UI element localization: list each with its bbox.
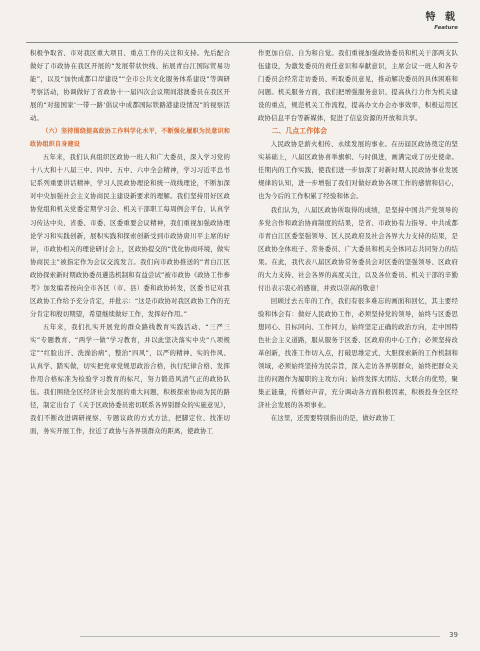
header-rule	[26, 42, 458, 43]
paragraph: 我们认为，八届区政协所取得的成绩，是坚持中国共产党领导的多党合作和政治协商制度的结果，是省、市政协有力指导、中共成都市青白江区委坚强领导、区人民政府及社会各界大力支持的结果，是区政协全体班子、常务委员、广大委员和机关全体同志共同努力的结果。在此，我代表八届区政协常务委员会对区委的坚强领导、区政府的大力支持、社会各界的高度关注，以及各位委员、机关干部的辛勤付出表示衷心的感谢，并致以崇高的敬意！	[258, 205, 458, 292]
paragraph: 五年来，我们认真组织区政协一班人和广大委员，深入学习党的十八大和十八届三中、四中、五中、六中全会精神，学习习近平总书记系列重要讲话精神，学习人民政协理论和统一战线理论，不断加深对中央加强社会主义协商民主建设新要求的理解。我们坚持用好区政协党组和机关党委定期学习会、机关干部职工每周例会平台，认真学习传达中央、省委、市委、区委重要会议精神，我们重视加强政协理论学习和实践创新，展积实践和探索创新受到市政协唐川平主席的好评，市政协相关的理论研讨会上，区政协提交的“优化协商环境，做实协商民主”被指定作为会议交流发言。我们向市政协推送的“青白江区政协探索新时期政协委员遴选机制和有益尝试”被市政协《政协工作参考》加发编者按向全市各区（市、县）委和政协转发，区委书记对我区政协工作给予充分肯定，并批示：“这是市政协对我区政协工作的充分肯定和殷切期望，希望继续做好工作，发挥好作用。”	[30, 153, 230, 318]
paragraph: 作更加自信、自为和自觉。我们重视加强政协委员和机关干部两支队伍建设，为激发委员的责任意识和奉献意识，主席会议一班人和各专门委员会经常走访委员、听取委员意见，推动解决委员的具体困难和问题。机关服务方面，我们把增强服务意识、提高执行力作为机关建设的重点，规范机关工作流程，提高办文办会办事效率，积极运用区政协信息平台等新媒体，促进了信息资源的开放和共享。	[258, 49, 458, 123]
paragraph: 五年来，我们扎实开展党的群众路线教育实践活动、“三严三实”专题教育、“两学一做”学习教育，并以此坚决落实中央“八项规定”“红脸出汗、洗澡治病”，整治“四风”，以严的精神、实的作风、认真学、踏实做，切实把党章党规思政治合格，执行纪律合格、发挥作用合格标准为检验学习教育的标尺，努力锻造风清气正的政协队伍。我们围绕全区经济社会发展的重大问题，积极探索协商为民的路径，制定出台了《关于区政协委员密切联系各界别群众的实施意见》，我们不断改进调研视察、专题议政的方式方法，把脚定位、找准切面，务实开展工作，拉近了政协与各界别群众的距离，使政协工	[30, 322, 230, 436]
subsection-heading: （六）坚持围绕提高政协工作科学化水平，不断强化履职为民意识和政协组织自身建设	[30, 128, 230, 149]
right-column	[258, 47, 458, 425]
section-title: 特 载	[425, 12, 458, 23]
paragraph: 积极争取省、市对我区重大项目、重点工作的关注和支持。先后配合做好了市政协在我区开展的“发展带状快线、拓展青白江国际贸易功能”，以及“加快成都口岸建设”“全市公共文化服务体系建设”等调研考察活动，协调做好了省政协十一届四次会议期间港澳委员在我区开展的“对接国家‘一带一路’倡议中成都国际铁路港建设情况”的视察活动。	[30, 49, 230, 123]
paragraph: 回顾过去五年的工作，我们有很多难忘的画面和回忆，其主要经验和体会有：做好人民政协工作，必须坚持党的领导，始终与区委思想同心、目标同向、工作同力，始终坚定正确的政治方向，走中国特色社会主义道路，服从服务于区委、区政府的中心工作；必须坚持改革创新，找准工作切入点，打破思维定式，大胆探索新的工作机制和领域，必须始终坚持为民宗旨，深入走访各界别群众，始终把群众关注的问题作为履职的主攻方向；始终发挥大团结、大联合的优势，聚集正能量，传播好声音，充分调动各方面积极因素，积极投身全区经济社会发展的各项事业。	[258, 296, 458, 410]
left-column	[30, 47, 230, 438]
footer-rule	[80, 636, 440, 637]
page-header	[426, 12, 458, 32]
section-heading: 二、几点工作体会	[271, 127, 328, 136]
paragraph: 人民政协是薪火相传、永续发展的事业。在历届区政协奠定的坚实基础上，八届区政协喜举旗帜、与时俱进，画满完成了历史使命。任期内的工作实践，使我们进一步加深了对新时期人民政协事业发展规律的认知，进一步增强了我们对做好政协各项工作的感情和信心，也为今后的工作积累了经验和体会。	[258, 140, 458, 201]
page-number: 39	[449, 631, 458, 639]
section-subtitle: Feature	[434, 25, 458, 31]
paragraph: 在这里，还需要特别指出的是，做好政协工	[270, 414, 396, 423]
